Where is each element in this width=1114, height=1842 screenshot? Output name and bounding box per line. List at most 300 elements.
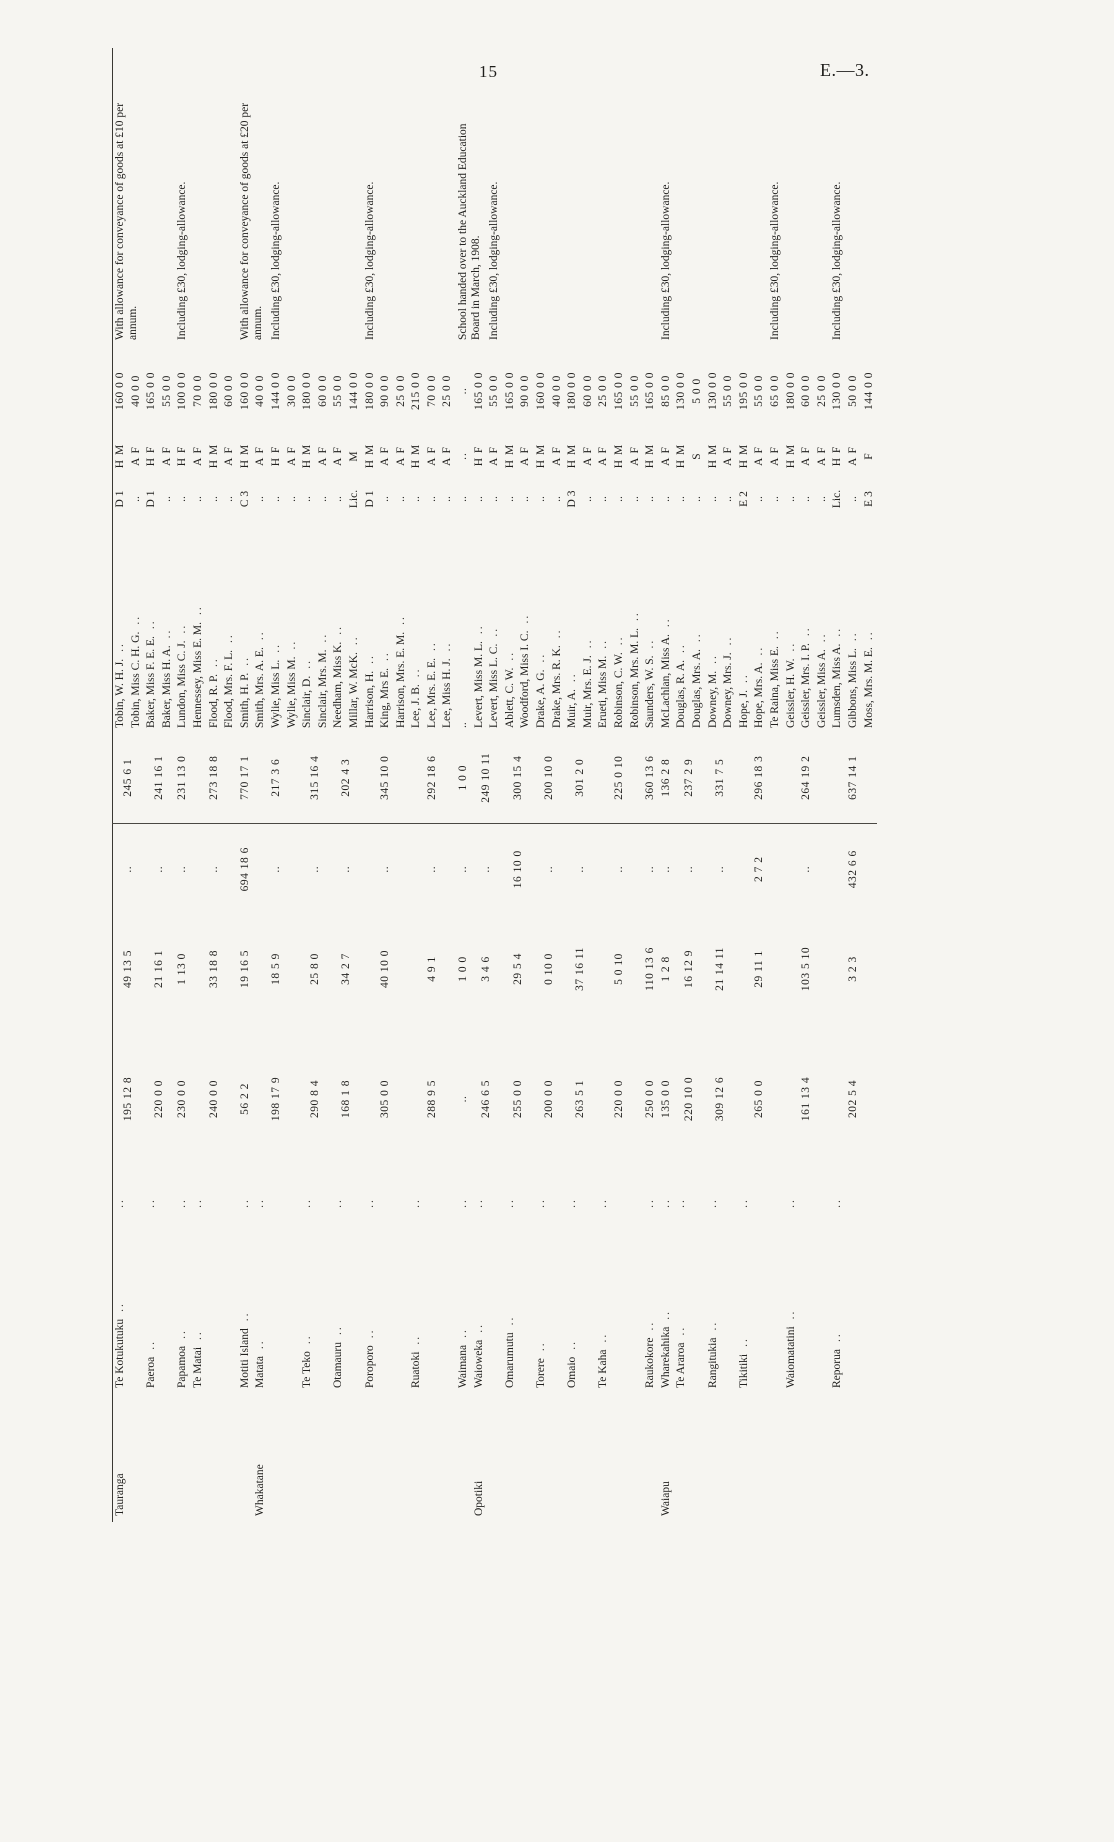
class-cell-text: .. xyxy=(223,496,236,502)
class-cell-text: .. xyxy=(457,496,470,502)
salary-cell-text: 60 0 0 xyxy=(316,375,329,407)
extra-cell xyxy=(706,824,737,914)
class-cell xyxy=(846,478,862,520)
class-cell xyxy=(472,478,488,520)
position-cell xyxy=(534,434,550,478)
teacher-leader-dots: .. xyxy=(862,630,875,641)
salary-cell-text: 144 0 0 xyxy=(269,372,282,410)
salary-cell xyxy=(674,348,690,434)
class-cell-text: .. xyxy=(207,496,220,502)
class-cell xyxy=(409,478,425,520)
position-cell-text: A F xyxy=(488,446,501,466)
total-cell xyxy=(191,732,238,824)
maintenance-cell-text: 202 5 4 xyxy=(846,1080,859,1118)
extra-cell-text: .. xyxy=(659,865,672,873)
leader-cell xyxy=(300,1174,331,1232)
class-cell xyxy=(721,478,737,520)
teacher-name-cell xyxy=(378,520,394,732)
expenditure-cell-text: 21 16 1 xyxy=(152,950,165,988)
teacher-name-cell-text: Smith, H. P. xyxy=(238,672,251,728)
expenditure-cell xyxy=(472,914,503,1024)
leader-cell-text: .. xyxy=(254,1198,267,1208)
total-cell xyxy=(238,732,254,824)
salary-cell xyxy=(440,348,456,434)
teacher-leader-dots: .. xyxy=(394,615,407,625)
leader-cell xyxy=(737,1174,784,1232)
salary-cell xyxy=(316,348,332,434)
school-leader-dots: .. xyxy=(831,1332,844,1343)
teacher-name-cell-text: .. xyxy=(457,722,470,728)
salary-cell xyxy=(363,348,379,434)
teacher-name-cell-text: Lumsden, Miss A. xyxy=(831,643,844,728)
class-cell xyxy=(518,478,534,520)
class-cell xyxy=(862,478,878,520)
teacher-name-cell xyxy=(347,520,363,732)
position-cell-text: H F xyxy=(269,445,282,467)
salary-cell-text: 55 0 0 xyxy=(160,375,173,407)
leader-cell xyxy=(175,1174,191,1232)
total-cell xyxy=(331,732,362,824)
class-cell xyxy=(487,478,503,520)
school-name-cell-text: Matata xyxy=(254,1356,267,1388)
remark-cell xyxy=(643,48,659,348)
salary-cell xyxy=(129,348,145,434)
extra-cell-text: .. xyxy=(574,865,587,873)
position-cell-text: A F xyxy=(815,446,828,466)
salary-cell xyxy=(565,348,581,434)
class-cell-text: .. xyxy=(628,496,641,502)
extra-cell-text: .. xyxy=(379,865,392,873)
position-cell-text: A F xyxy=(191,446,204,466)
remark-cell xyxy=(581,48,597,348)
teacher-name-cell xyxy=(175,520,191,732)
position-cell-text: M xyxy=(347,450,360,462)
salary-cell xyxy=(285,348,301,434)
school-name-cell-text: Reporua xyxy=(831,1349,844,1388)
salary-cell-text: 55 0 0 xyxy=(753,375,766,407)
teacher-name-cell-text: Flood, R. P. xyxy=(207,673,220,728)
teacher-name-cell xyxy=(830,520,846,732)
teacher-leader-dots: .. xyxy=(846,631,859,642)
expenditure-cell xyxy=(565,914,596,1024)
maintenance-cell xyxy=(331,1024,362,1174)
class-cell xyxy=(752,478,768,520)
teacher-name-cell-text: Drake, A. G. xyxy=(535,669,548,728)
table-row xyxy=(331,48,347,1522)
class-cell-text: Lic. xyxy=(347,489,360,509)
maintenance-cell-text: .. xyxy=(457,1095,470,1103)
remark-text xyxy=(831,102,844,340)
position-cell xyxy=(440,434,456,478)
table-row xyxy=(363,48,379,1522)
remark-cell xyxy=(706,48,722,348)
remark-cell xyxy=(830,48,846,348)
expenditure-cell xyxy=(456,914,472,1024)
teacher-name-cell xyxy=(394,520,410,732)
class-cell xyxy=(316,478,332,520)
total-cell xyxy=(737,732,784,824)
total-cell xyxy=(472,732,503,824)
position-cell xyxy=(285,434,301,478)
total-cell-text: 637 14 1 xyxy=(846,755,859,800)
remark-cell xyxy=(518,48,534,348)
expenditure-cell-text: 25 8 0 xyxy=(308,953,321,985)
teacher-name-cell xyxy=(331,520,347,732)
class-cell-text: .. xyxy=(441,496,454,502)
total-cell xyxy=(830,732,877,824)
position-cell xyxy=(628,434,644,478)
extra-cell-text: .. xyxy=(425,865,438,873)
remark-cell xyxy=(207,48,223,348)
school-name-cell-text: Paeroa xyxy=(145,1356,158,1388)
class-cell xyxy=(207,478,223,520)
school-leader-dots: .. xyxy=(332,1325,345,1336)
position-cell xyxy=(799,434,815,478)
school-name-cell-text: Waiomatatini xyxy=(784,1326,797,1388)
salary-cell xyxy=(175,348,191,434)
teacher-name-cell-text: Levert, Miss M. L. xyxy=(472,641,485,728)
teacher-name-cell xyxy=(316,520,332,732)
teacher-leader-dots: .. xyxy=(191,605,204,616)
class-cell xyxy=(674,478,690,520)
expenditure-cell xyxy=(596,914,643,1024)
total-cell xyxy=(175,732,191,824)
remark-cell xyxy=(175,48,191,348)
table-row xyxy=(674,48,690,1522)
teacher-name-cell-text: Lundon, Miss C. J. xyxy=(176,640,189,728)
salary-cell-text: 165 0 0 xyxy=(472,372,485,410)
salary-cell xyxy=(721,348,737,434)
class-cell-text: .. xyxy=(503,496,516,502)
salary-cell xyxy=(144,348,160,434)
total-cell xyxy=(596,732,643,824)
class-cell xyxy=(191,478,207,520)
position-cell-text: A F xyxy=(332,446,345,466)
salary-cell xyxy=(456,348,472,434)
remark-cell xyxy=(144,48,160,348)
teacher-name-cell xyxy=(191,520,207,732)
class-cell xyxy=(503,478,519,520)
expenditure-cell xyxy=(830,914,877,1024)
total-cell-text: 301 2 0 xyxy=(574,758,587,797)
salary-cell-text: 60 0 0 xyxy=(800,375,813,407)
teacher-name-cell xyxy=(550,520,566,732)
maintenance-cell xyxy=(363,1024,410,1174)
class-cell-text: .. xyxy=(488,496,501,502)
teacher-name-cell-text: Tobin, Miss C. H. G. xyxy=(129,631,142,728)
leader-cell-text: .. xyxy=(784,1198,797,1208)
leader-cell xyxy=(565,1174,596,1232)
school-name-cell xyxy=(113,1232,145,1392)
class-cell-text: .. xyxy=(597,496,610,502)
expenditure-cell xyxy=(238,914,254,1024)
maintenance-cell-text: 56 2 2 xyxy=(238,1083,251,1115)
teacher-leader-dots: .. xyxy=(129,614,142,625)
table-row xyxy=(534,48,550,1522)
district-cell-text: Tauranga xyxy=(114,1473,126,1516)
teacher-name-cell-text: Geissler, Mrs. I. P. xyxy=(800,643,813,728)
school-leader-dots: .. xyxy=(191,1330,204,1340)
remark-text-inner: Including £30, lodging-allowance. xyxy=(363,181,376,340)
salary-cell-text: 50 0 0 xyxy=(846,375,859,407)
class-cell-text: .. xyxy=(535,496,548,502)
teacher-leader-dots: .. xyxy=(488,626,501,637)
leader-cell xyxy=(659,1174,675,1232)
class-cell xyxy=(737,478,753,520)
teacher-leader-dots: .. xyxy=(722,635,735,646)
remark-text-inner: With allowance for conveyance of goods at £10 per annum. xyxy=(114,102,140,340)
salary-cell-text: 60 0 0 xyxy=(223,375,236,407)
position-cell-text: A F xyxy=(160,446,173,466)
salary-cell-text: 70 0 0 xyxy=(425,375,438,407)
extra-cell-text: .. xyxy=(613,865,625,873)
position-cell xyxy=(596,434,612,478)
expenditure-cell xyxy=(737,914,784,1024)
extra-cell xyxy=(784,824,831,914)
class-cell xyxy=(300,478,316,520)
teacher-name-cell xyxy=(752,520,768,732)
maintenance-cell xyxy=(830,1024,877,1174)
leader-cell xyxy=(534,1174,565,1232)
position-cell-text: H F xyxy=(472,445,485,467)
leader-cell-text: .. xyxy=(659,1198,672,1208)
class-cell-text: .. xyxy=(815,496,828,502)
extra-cell xyxy=(144,824,175,914)
leader-cell-text: .. xyxy=(363,1198,376,1208)
teacher-leader-dots: .. xyxy=(535,652,548,663)
school-name-cell-text: Torere xyxy=(535,1358,548,1388)
teacher-name-cell xyxy=(690,520,706,732)
table-row xyxy=(191,48,207,1522)
extra-cell-text: .. xyxy=(800,865,813,873)
salary-cell-text: 55 0 0 xyxy=(332,375,345,407)
teacher-name-cell xyxy=(674,520,690,732)
doc-reference: E.—3. xyxy=(820,60,870,80)
teacher-name-cell-text: Harrison, Mrs. E. M. xyxy=(394,631,407,728)
teacher-name-cell xyxy=(768,520,784,732)
class-cell-text: .. xyxy=(753,496,766,502)
remark-cell xyxy=(487,48,503,348)
leader-cell-text: .. xyxy=(675,1198,688,1208)
extra-cell xyxy=(503,824,534,914)
salary-cell-text: 160 0 0 xyxy=(535,372,548,410)
position-cell-text: A F xyxy=(800,446,813,466)
total-cell xyxy=(253,732,300,824)
teacher-name-cell-text: Douglas, Mrs. A. xyxy=(690,649,703,728)
teacher-name-cell xyxy=(113,520,129,732)
district-cell-text: Waiapu xyxy=(659,1481,672,1516)
school-leader-dots: .. xyxy=(644,1320,657,1331)
salary-cell xyxy=(550,348,566,434)
teacher-leader-dots: .. xyxy=(207,657,220,667)
school-leader-dots: .. xyxy=(176,1329,189,1339)
teacher-leader-dots: .. xyxy=(768,629,781,640)
position-cell-text: H M xyxy=(114,443,126,469)
position-cell-text: A F xyxy=(550,446,563,466)
salary-cell xyxy=(862,348,878,434)
table-row xyxy=(113,48,129,1522)
total-cell xyxy=(409,732,456,824)
position-cell xyxy=(862,434,878,478)
remark-cell xyxy=(550,48,566,348)
teacher-leader-dots: .. xyxy=(238,655,251,666)
leader-cell xyxy=(706,1174,737,1232)
position-cell-text: H M xyxy=(238,443,251,469)
extra-cell-text: .. xyxy=(457,865,470,873)
salary-cell-text: 180 0 0 xyxy=(301,372,314,410)
total-cell xyxy=(706,732,737,824)
maintenance-cell xyxy=(565,1024,596,1174)
teacher-name-cell-text: Millar, W. McK. xyxy=(347,652,360,728)
class-cell-text: C 3 xyxy=(238,490,251,508)
leader-cell xyxy=(253,1174,300,1232)
remark-cell xyxy=(628,48,644,348)
leader-cell xyxy=(144,1174,175,1232)
expenditure-cell-text: 5 0 10 xyxy=(613,953,625,985)
teacher-name-cell xyxy=(799,520,815,732)
teacher-name-cell-text: Geissler, H. W. xyxy=(784,658,797,728)
table-row xyxy=(409,48,425,1522)
salary-cell-text: 85 0 0 xyxy=(659,375,672,407)
table-row xyxy=(659,48,675,1522)
maintenance-cell-text: 220 0 0 xyxy=(613,1080,625,1118)
teacher-name-cell xyxy=(440,520,456,732)
teacher-name-cell xyxy=(815,520,831,732)
class-cell xyxy=(363,478,379,520)
expenditure-cell-text: 0 10 0 xyxy=(542,953,555,985)
remark-text xyxy=(769,102,782,340)
salary-cell-text: 195 0 0 xyxy=(737,372,750,410)
salary-cell-text: 180 0 0 xyxy=(363,372,376,410)
district-cell-text: Whakatane xyxy=(254,1464,267,1516)
maintenance-cell xyxy=(737,1024,784,1174)
extra-cell-text: 2 7 2 xyxy=(753,856,766,882)
extra-cell xyxy=(175,824,191,914)
position-cell xyxy=(238,434,254,478)
school-name-cell-text: Papamoa xyxy=(176,1345,189,1388)
expenditure-cell-text: 29 5 4 xyxy=(511,953,524,985)
school-name-cell-text: Rangitukia xyxy=(706,1337,719,1388)
school-name-cell-text: Poroporo xyxy=(363,1345,376,1388)
teacher-name-cell xyxy=(721,520,737,732)
remark-text xyxy=(270,102,283,340)
leader-cell xyxy=(409,1174,456,1232)
teacher-name-cell-text: Downey, M. xyxy=(706,670,719,728)
total-cell-text: 202 4 3 xyxy=(340,758,353,797)
teacher-name-cell-text: Lee, J. B. xyxy=(410,684,423,728)
school-name-cell xyxy=(643,1232,659,1392)
school-name-cell-text: Motiti Island xyxy=(238,1328,251,1388)
table-row xyxy=(643,48,659,1522)
maintenance-cell-text: 168 1 8 xyxy=(340,1080,353,1118)
extra-cell xyxy=(659,824,675,914)
leader-cell xyxy=(331,1174,362,1232)
position-cell-text: A F xyxy=(659,446,672,466)
extra-cell-text: 694 18 6 xyxy=(238,847,251,892)
position-cell xyxy=(222,434,238,478)
table-row xyxy=(706,48,722,1522)
total-cell-text: 770 17 1 xyxy=(238,755,251,800)
school-name-cell xyxy=(534,1232,565,1392)
maintenance-cell xyxy=(175,1024,191,1174)
class-cell-text: .. xyxy=(316,496,329,502)
leader-cell-text: .. xyxy=(644,1198,657,1208)
school-name-cell xyxy=(659,1232,675,1392)
table-row xyxy=(503,48,519,1522)
position-cell xyxy=(565,434,581,478)
teacher-name-cell-text: Lee, Mrs. E. E. xyxy=(425,658,438,728)
position-cell-text: F xyxy=(862,452,875,460)
maintenance-cell-text: 195 12 8 xyxy=(121,1076,134,1122)
remark-text xyxy=(364,102,377,340)
teacher-name-cell-text: Hope, J. xyxy=(737,689,750,728)
expenditure-cell xyxy=(784,914,831,1024)
maintenance-cell xyxy=(596,1024,643,1174)
total-cell xyxy=(300,732,331,824)
teacher-name-cell xyxy=(565,520,581,732)
extra-cell-text: .. xyxy=(176,865,189,873)
schools-table xyxy=(112,48,877,1522)
teacher-name-cell xyxy=(846,520,862,732)
class-cell xyxy=(799,478,815,520)
teacher-name-cell-text: Erueti, Miss M. xyxy=(597,655,610,728)
remark-text-inner: Including £30, lodging-allowance. xyxy=(659,181,672,340)
school-name-cell xyxy=(830,1232,877,1392)
class-cell-text: .. xyxy=(269,496,282,502)
teacher-leader-dots: .. xyxy=(223,633,236,643)
school-name-cell-text: Wharekahika xyxy=(659,1326,672,1388)
position-cell-text: A F xyxy=(753,446,766,466)
salary-cell xyxy=(690,348,706,434)
leader-cell xyxy=(472,1174,503,1232)
position-cell-text: H M xyxy=(410,443,423,469)
table-row xyxy=(253,48,269,1522)
position-cell-text: H M xyxy=(737,443,750,469)
class-cell-text: .. xyxy=(301,496,314,502)
remark-text-inner: School handed over to the Auckland Education Board in March, 1908. xyxy=(457,123,483,340)
class-cell-text: E 3 xyxy=(862,491,875,507)
school-name-cell xyxy=(706,1232,737,1392)
maintenance-cell xyxy=(706,1024,737,1174)
class-cell-text: .. xyxy=(379,496,392,502)
salary-cell xyxy=(503,348,519,434)
teacher-name-cell xyxy=(144,520,160,732)
total-cell xyxy=(456,732,472,824)
remark-cell xyxy=(425,48,441,348)
table-row xyxy=(175,48,191,1522)
total-cell xyxy=(113,732,145,824)
position-cell xyxy=(129,434,145,478)
salary-cell-text: 90 0 0 xyxy=(379,375,392,407)
expenditure-cell-text: 1 13 0 xyxy=(176,953,189,985)
remark-cell xyxy=(238,48,265,348)
teacher-name-cell-text: Baker, Miss F. E. E. xyxy=(145,636,158,728)
teacher-name-cell-text: Wylie, Miss M. xyxy=(285,656,298,728)
position-cell-text: H M xyxy=(613,443,625,469)
salary-cell xyxy=(596,348,612,434)
total-cell-text: 231 13 0 xyxy=(176,755,189,800)
school-leader-dots: .. xyxy=(706,1320,719,1331)
remark-text-inner: Including £30, lodging-allowance. xyxy=(269,181,282,340)
salary-cell-text: 55 0 0 xyxy=(722,375,735,407)
leader-cell xyxy=(596,1174,643,1232)
maintenance-cell-text: 135 0 0 xyxy=(659,1080,672,1118)
total-cell-text: 245 6 1 xyxy=(121,758,134,797)
teacher-leader-dots: .. xyxy=(628,611,641,621)
teacher-leader-dots: .. xyxy=(410,667,423,678)
position-cell xyxy=(113,434,129,478)
remark-cell xyxy=(674,48,690,348)
